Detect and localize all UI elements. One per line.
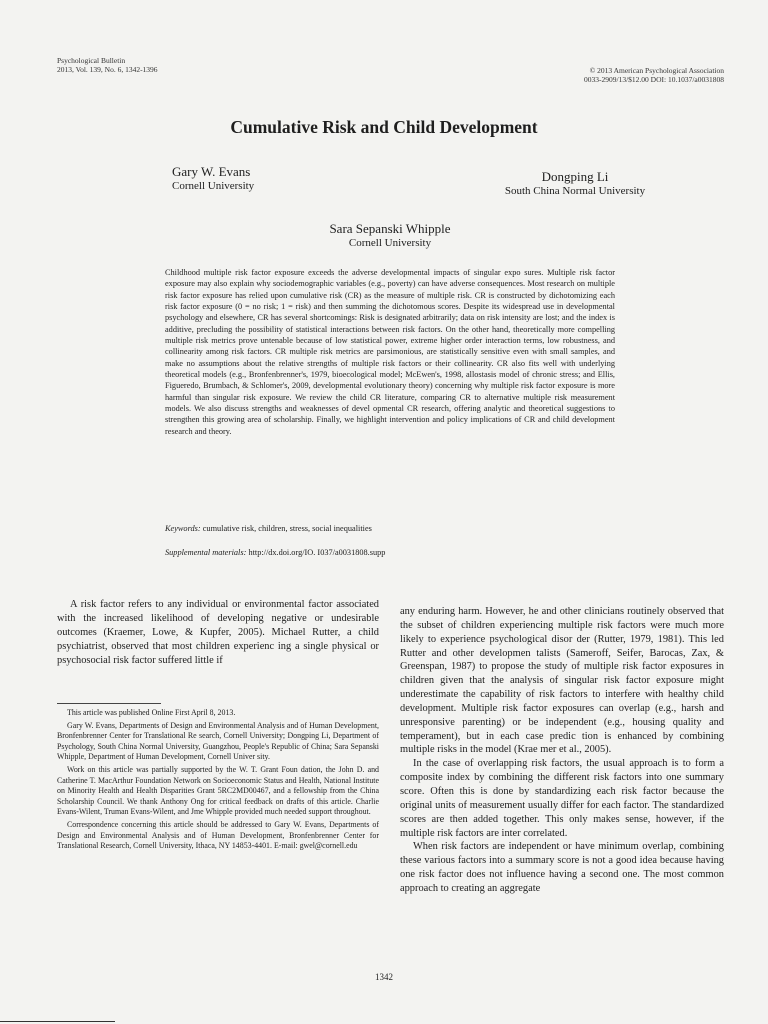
keywords-line bbox=[165, 524, 615, 533]
supplemental-label: Supplemental materials: bbox=[165, 548, 247, 557]
author-block-3 bbox=[290, 221, 490, 251]
body-column-right bbox=[400, 605, 724, 896]
page-number: 1342 bbox=[375, 972, 393, 982]
body-paragraph: any enduring harm. However, he and other clinicians routinely observed that the subset of children experiencing multiple risk factors were much more likely to experience psychological disor der (Rutter, 1979, 1981). This led Rutter and other developmen talists (Sameroff, Seifer, Barocas, Zax, & Greenspan, 1987) to propose the study of multiple risk factor exposures in children given that the analysis of singular risk factor exposure might underestimate the capability of risk factors to interfere with healthy child development. Multiple risk factor exposures can overlap (e.g., harsh and unresponsive parenting) or be independent (e.g., housing quality and temperament), but in each case predic tion is enhanced by combining multiple risks in the model (Krae mer et al., 2005). bbox=[400, 606, 724, 756]
footnote-funding: Work on this article was partially supported by the W. T. Grant Foun dation, the John D. and Catherine T. MacArthur Foundation Network on Socioeconomic Status and Health, National Institute on Minority Health and Health Disparities Grant 5RC2MD00467, and a fellowship from the China Scholarship Council. We thank Anthony Ong for critical feedback on drafts of this article. Charlie Evans-Wilent, Truman Evans-Wilent, and Jme Whipple provided much needed support throughout. bbox=[57, 764, 379, 817]
author-affiliation: Cornell University bbox=[172, 180, 255, 192]
body-paragraph: When risk factors are independent or have minimum overlap, combining these various factors into a summary score is not a good idea because having one risk factor does not influence having a second one. The most common approach to creating an aggregate bbox=[400, 841, 724, 894]
bottom-divider bbox=[0, 1021, 115, 1022]
keywords-text: cumulative risk, children, stress, social inequalities bbox=[202, 524, 372, 533]
footnote-publication: This article was published Online First April 8, 2013. bbox=[67, 708, 236, 717]
author-block-1 bbox=[172, 164, 254, 194]
footnote-divider bbox=[57, 703, 161, 704]
article-title: Cumulative Risk and Child Development bbox=[230, 117, 538, 137]
abstract: Childhood multiple risk factor exposure exceeds the adverse developmental impacts of singular expo sures. Multiple risk factor exposure may also explain why sociodemographic variables (e.g., poverty) can have adverse consequences. Most research on multiple risk factor exposure has relied upon cumulative risk (CR) as the measure of multiple risk. CR is constructed by dichotomizing each risk factor exposure (0 = no risk; 1 = risk) and then summing the dichotomous scores. Despite its widespread use in developmental psychology and elsewhere, CR has several shortcomings: Risk is designated arbitrarily; data on risk intensity are lost; and the index is additive, precluding the possibility of statistical interactions between risk factors. On the other hand, theoretically more compelling multiple risk metrics prove untenable because of low statistical power, extreme higher order interaction terms, low robustness, and collinearity among risk factors. CR multiple risk metrics are parsimonious, are statistically sensitive even with small samples, and make no assumptions about the relative strengths of multiple risk factors or their collinearity. CR also fits well with underlying theoretical models (e.g., Bronfenbrenner's, 1979, bioecological model; McEwen's, 1998, allostasis model of chronic stress; and Ellis, Figueredo, Brumbach, & Schlomer's, 2009, developmental evolutionary theory) concerning why multiple risk factor exposure is more harmful than singular risk exposure. We review the child CR literature, comparing CR to alternative multiple risk measurement models. We also discuss strengths and weaknesses of devel opmental CR research, offering analytic and theoretical suggestions to strengthen this growing area of scholarship. Finally, we highlight intervention and policy implications of CR and child development research and theory. bbox=[165, 268, 615, 436]
author-affiliation: Cornell University bbox=[348, 237, 432, 249]
footnote-correspondence: Correspondence concerning this article should be addressed to Gary W. Evans, Departments of Design and Environmental Analysis and of Human Development, Bronfenbrenner Center for Translational Research, Cornell University, Ithaca, NY 14853-4401. E-mail: gwel@cornell.edu bbox=[57, 819, 379, 851]
supplemental-line bbox=[165, 548, 615, 557]
journal-issue: 2013, Vol. 139, No. 6, 1342-1396 bbox=[57, 65, 158, 74]
author-affiliation: South China Normal University bbox=[504, 185, 646, 197]
author-block-2 bbox=[468, 169, 682, 199]
footnote-affiliations: Gary W. Evans, Departments of Design and Environmental Analysis and of Human Development, Bronfenbrenner Center for Translational Re search, Cornell University; Dongping Li, Department of Psychology, South China Normal University, Guangzhou, People's Republic of China; Sara Sepanski Whipple, Department of Human Development, Cornell Univer sity. bbox=[57, 720, 379, 762]
author-name: Dongping Li bbox=[541, 169, 609, 184]
supplemental-link[interactable]: http://dx.doi.org/IO. I037/a0031808.supp bbox=[248, 548, 386, 557]
author-name: Sara Sepanski Whipple bbox=[329, 221, 451, 236]
journal-header bbox=[57, 56, 158, 74]
author-name: Gary W. Evans bbox=[172, 164, 251, 179]
body-paragraph: In the case of overlapping risk factors, the usual approach is to form a composite index by combining the different risk factors into one summary score. Often this is done by standardizing each risk factor because the original units of measurement usually differ for each factor. The standardized scores are then added together. This only makes sense, however, if the multiple risk factors are inter correlated. bbox=[400, 758, 724, 839]
keywords-label: Keywords: bbox=[165, 524, 201, 533]
body-paragraph: A risk factor refers to any individual or environmental factor associated with the increased likelihood of developing negative or undesirable outcomes (Kraemer, Lowe, & Kupfer, 2005). Michael Rutter, a child psychiatrist, observed that most children experienc ing a single physical or psychosocial risk factor suffered little if bbox=[57, 599, 379, 666]
copyright-header bbox=[584, 66, 724, 84]
copyright-line: © 2013 American Psychological Association bbox=[589, 66, 724, 75]
body-column-left bbox=[57, 598, 379, 668]
journal-name: Psychological Bulletin bbox=[57, 56, 126, 65]
issn-doi-line: 0033-2909/13/$12.00 DOI: 10.1037/a0031808 bbox=[584, 75, 724, 84]
footnotes bbox=[57, 708, 379, 854]
